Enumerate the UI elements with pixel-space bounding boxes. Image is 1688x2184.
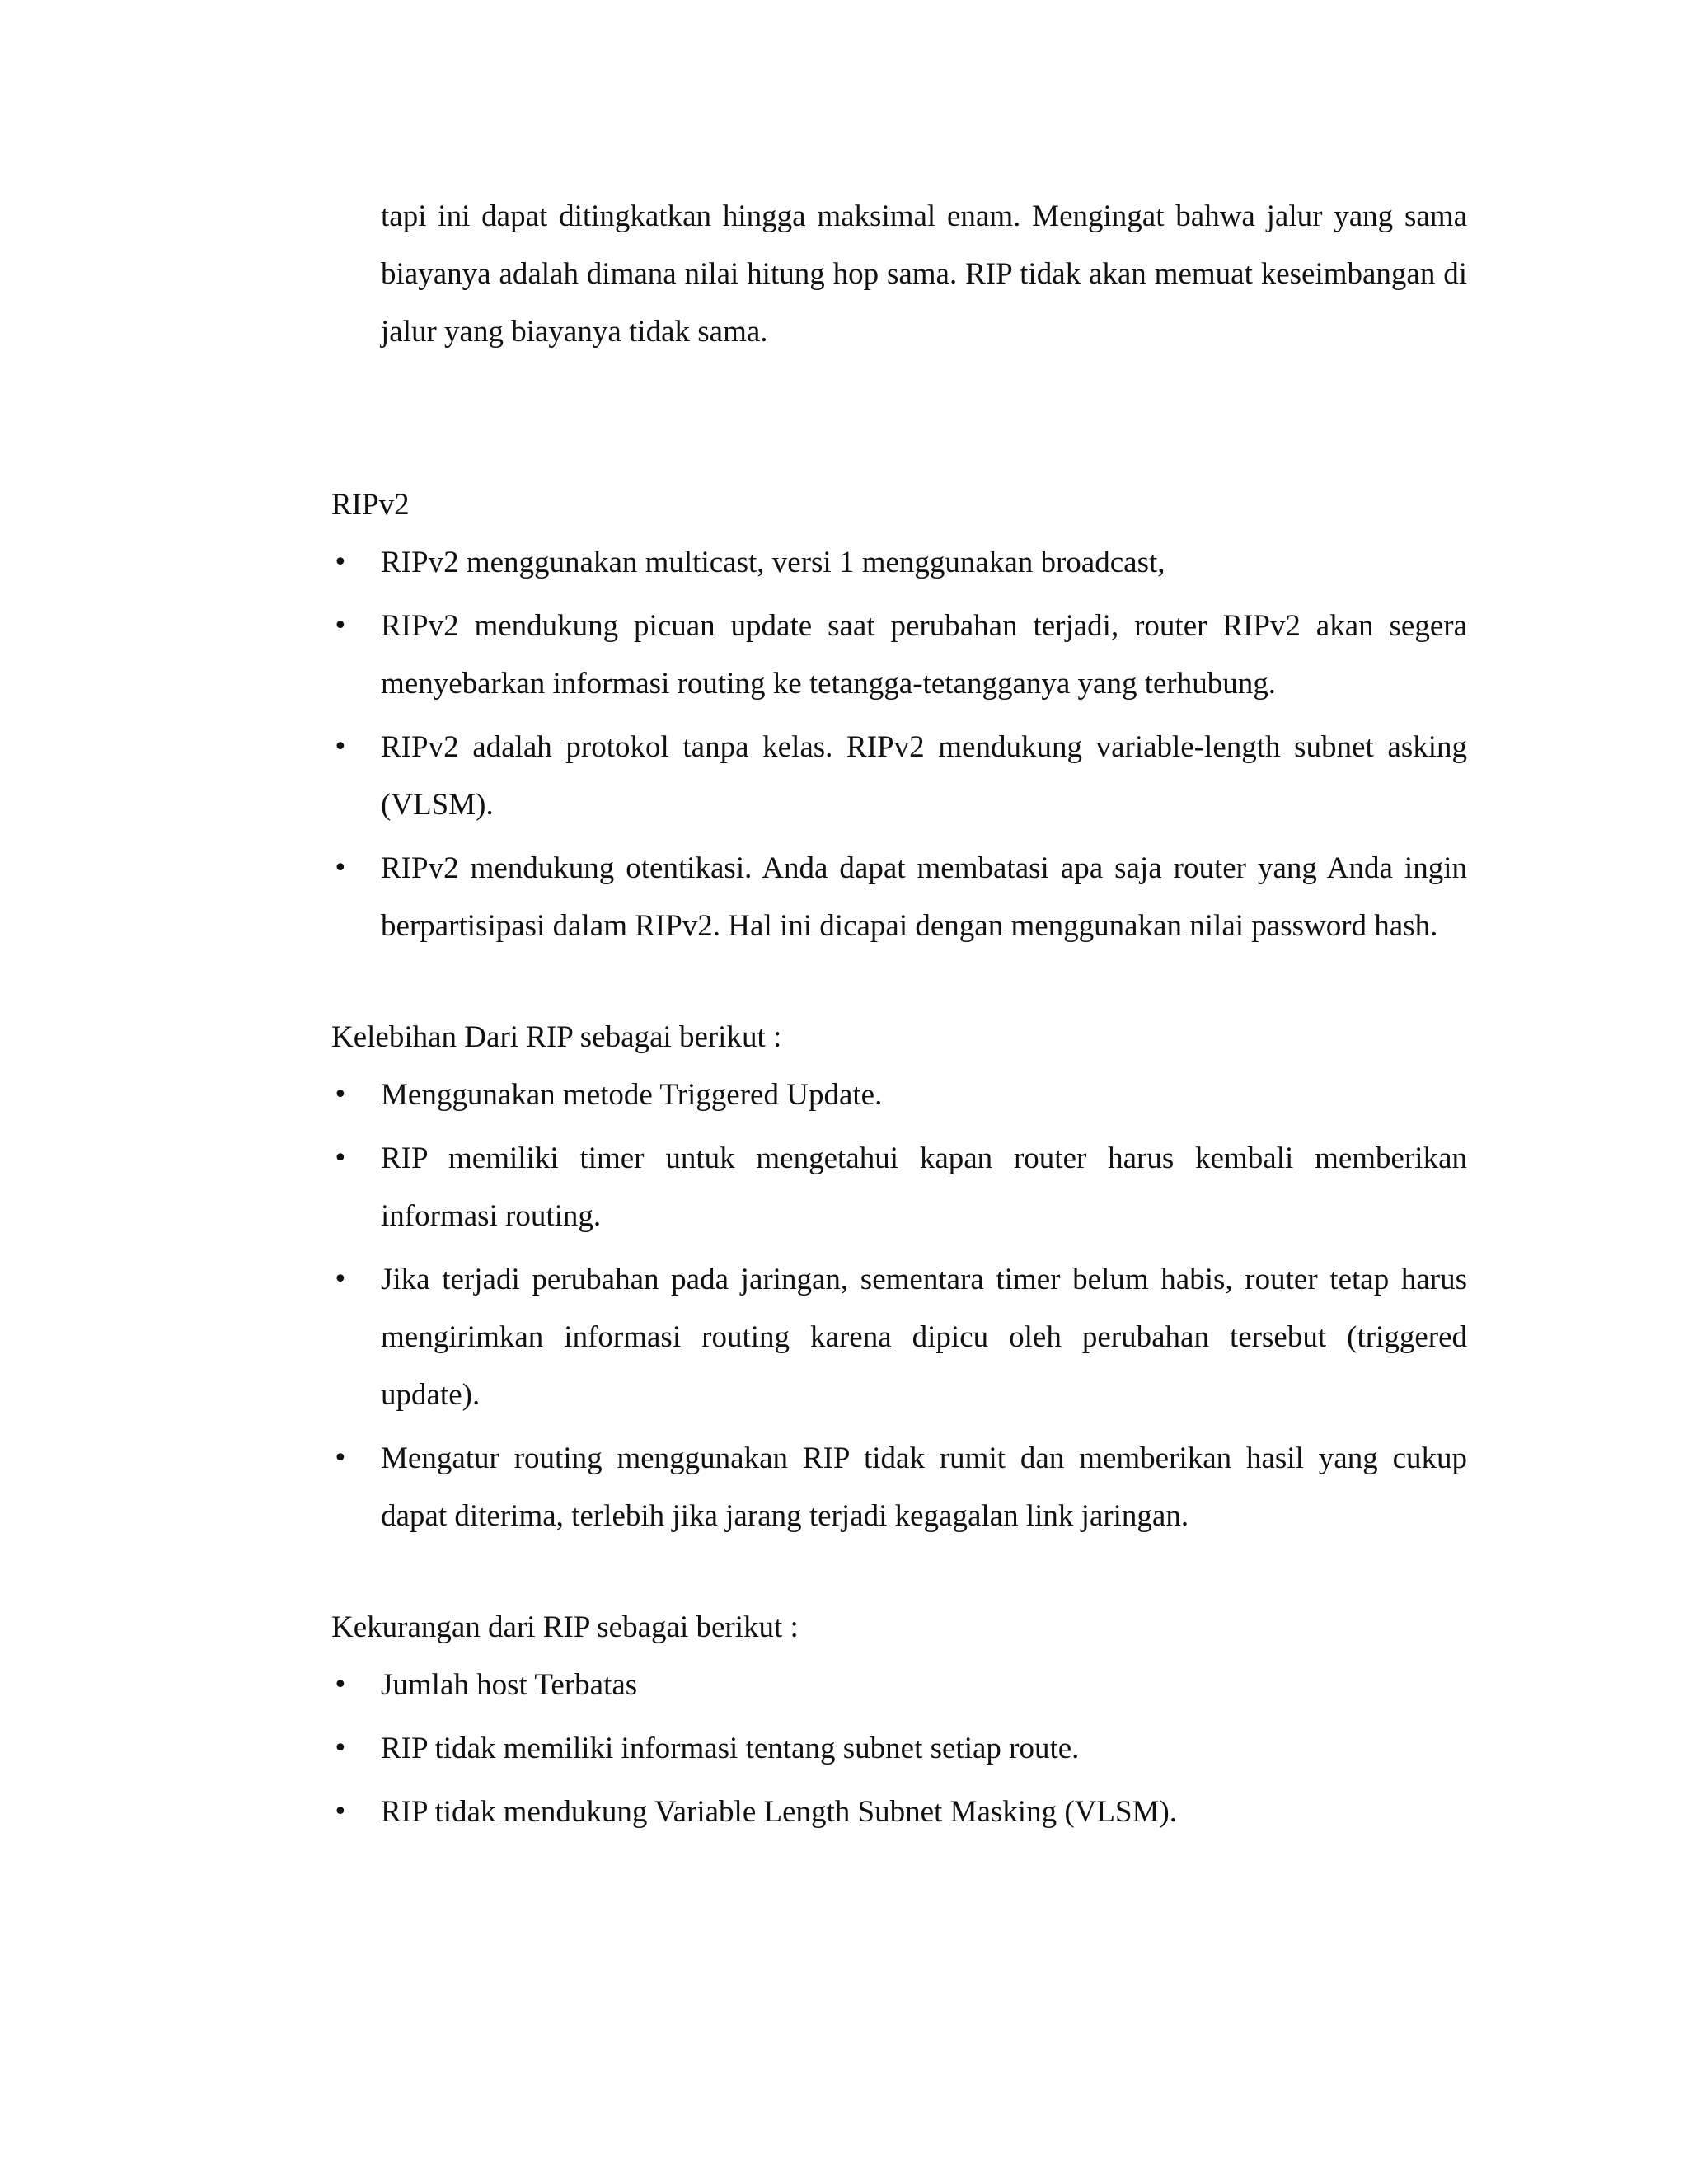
list-item-text: RIPv2 adalah protokol tanpa kelas. RIPv2 mendukung variable-length subnet asking (VLSM). — [381, 730, 1467, 822]
section-kekurangan — [331, 1599, 1467, 1841]
bullet-icon: • — [333, 854, 348, 883]
section-ripv2 — [331, 476, 1467, 955]
section-heading: Kelebihan Dari RIP sebagai berikut : — [331, 1020, 782, 1054]
list-item-text: Jika terjadi perubahan pada jaringan, sementara timer belum habis, router tetap harus mengirimkan informasi routing karena dipicu oleh perubahan tersebut (triggered update). — [381, 1263, 1467, 1412]
bullet-icon: • — [333, 1080, 348, 1109]
list-item — [331, 1657, 1467, 1714]
list-item — [331, 1066, 1467, 1124]
list-item-text: RIP memiliki timer untuk mengetahui kapan router harus kembali memberikan informasi routing. — [381, 1141, 1467, 1233]
bullet-icon: • — [333, 1444, 348, 1473]
list-item-text: RIPv2 mendukung otentikasi. Anda dapat membatasi apa saja router yang Anda ingin berpartisipasi dalam RIPv2. Hal ini dicapai dengan menggunakan nilai password hash. — [381, 851, 1467, 943]
spacer — [331, 961, 1467, 1009]
list-item — [331, 719, 1467, 834]
list-item — [331, 1251, 1467, 1424]
section-heading: RIPv2 — [331, 488, 410, 522]
bullet-icon: • — [333, 1671, 348, 1699]
bullet-icon: • — [333, 733, 348, 762]
bullet-icon: • — [333, 612, 348, 640]
page-content — [331, 188, 1467, 1847]
list-item-text: Jumlah host Terbatas — [381, 1668, 638, 1702]
list-item-text: RIPv2 mendukung picuan update saat perubahan terjadi, router RIPv2 akan segera menyebarkan informasi routing ke tetangga-tetangganya yang terhubung. — [381, 609, 1467, 701]
bullet-icon: • — [333, 1734, 348, 1763]
continuation-paragraph: tapi ini dapat ditingkatkan hingga maksimal enam. Mengingat bahwa jalur yang sama biayanya adalah dimana nilai hitung hop sama. RIP tidak akan memuat keseimbangan di jalur yang biayanya tidak sama. — [381, 199, 1467, 349]
list-item-text: RIPv2 menggunakan multicast, versi 1 menggunakan broadcast, — [381, 546, 1165, 579]
bullet-icon: • — [333, 548, 348, 577]
list-item — [331, 598, 1467, 713]
bullet-list — [331, 1066, 1467, 1545]
list-item — [331, 1130, 1467, 1245]
bullet-icon: • — [333, 1144, 348, 1173]
bullet-list — [331, 534, 1467, 955]
list-item — [331, 1783, 1467, 1841]
spacer — [331, 1551, 1467, 1599]
list-item — [331, 840, 1467, 955]
list-item-text: RIP tidak mendukung Variable Length Subnet Masking (VLSM). — [381, 1795, 1178, 1829]
list-item — [331, 1430, 1467, 1545]
list-item — [331, 1720, 1467, 1778]
spacer — [331, 361, 1467, 476]
bullet-list — [331, 1657, 1467, 1841]
bullet-icon: • — [333, 1265, 348, 1294]
list-item — [331, 534, 1467, 592]
list-item-text: Menggunakan metode Triggered Update. — [381, 1078, 883, 1112]
list-item-text: Mengatur routing menggunakan RIP tidak rumit dan memberikan hasil yang cukup dapat diterima, terlebih jika jarang terjadi kegagalan link jaringan. — [381, 1441, 1467, 1533]
bullet-icon: • — [333, 1797, 348, 1826]
section-kelebihan — [331, 1009, 1467, 1545]
list-item-text: RIP tidak memiliki informasi tentang subnet setiap route. — [381, 1732, 1080, 1765]
section-heading: Kekurangan dari RIP sebagai berikut : — [331, 1610, 799, 1644]
